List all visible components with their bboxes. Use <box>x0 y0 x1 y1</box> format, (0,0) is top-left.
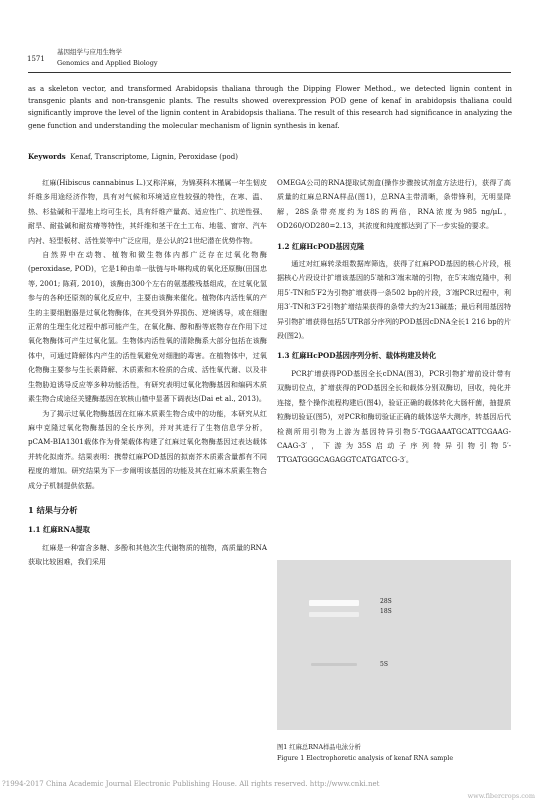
subsection-title: 红麻RNA提取 <box>43 525 90 535</box>
subsection-number: 1.1 <box>28 525 41 535</box>
subsection-number: 1.2 <box>277 241 290 251</box>
section-title: 结果与分析 <box>36 504 78 515</box>
intro-paragraph-1: 红麻(Hibiscus cannabinus L.)又称洋麻，为锦葵科木槿属一年生韧皮纤维多用途经济作物，具有对气候和环境适应性较强的特性，在寒、温、热、杉盐碱和干湿地上均可生长，具有纤维产量高、适应性广、抗逆性强、耐旱、耐盐碱和耐贫瘠等特性，其纤维和茎干在土工布、地毯、窗帘、汽车内衬、轻型板材、活性炭等中广泛应用，是公认的21世纪潜在优势作物。 <box>28 178 267 245</box>
gel-band-28s <box>309 600 359 606</box>
marker-label-5s: 5S <box>380 661 388 668</box>
section-number: 1 <box>28 504 34 515</box>
subsection-heading-1-2 <box>277 240 511 254</box>
page-number: 1571 <box>27 55 45 63</box>
journal-name-cn: 基因组学与应用生物学 <box>57 48 122 56</box>
subsection-heading-1-1 <box>28 523 267 537</box>
gel-band-5s <box>311 663 357 666</box>
header-divider <box>28 72 511 73</box>
subsection-number: 1.3 <box>277 351 290 361</box>
figure-caption <box>277 742 511 764</box>
cnki-site-link[interactable]: http://www.cnki.net <box>309 780 380 788</box>
keywords-text: Kenaf, Transcriptome, Lignin, Peroxidase (pod) <box>70 153 238 161</box>
subsection-title: 红麻HcPOD基因克隆 <box>292 241 365 251</box>
keywords-label: Keywords <box>28 152 66 161</box>
keywords-line <box>28 152 512 161</box>
section-heading-results <box>28 503 267 517</box>
journal-name-en: Genomics and Applied Biology <box>57 59 158 67</box>
figure-caption-en: Figure 1 Electrophoretic analysis of kenaf RNA sample <box>277 755 454 762</box>
marker-label-18s: 18S <box>380 608 392 615</box>
vector-paragraph: PCR扩增获得POD基因全长cDNA(图3)，PCR引物扩增前设计带有双酶切位点，扩增获得的POD基因全长和载体分别双酶切，回收，纯化并连接，整个操作流程构建后(图4)，验证正确的载体转化大肠杆菌，抽提质粒酶切验证(图5)，对PCR和酶切验证正确的载体送华大测序，转基因后代检测所用引物为上游为基因特异引物5′-TGGAAATGCATTCGAAG-CAAG-3′，下游为35S启动子序列特异引物引物5′-TTGATGGGCAGAGGTCATGATCG-3′。 <box>277 368 511 465</box>
intro-paragraph-3: 为了揭示过氧化物酶基因在红麻木质素生物合成中的功能，本研究从红麻中克隆过氧化物酶基因的全长序列，并对其进行了生物信息学分析，pCAM-BIA1301载体作为骨架载体构建了红麻过氧化物酶基因过表达载体并转化拟南芥。结果表明：携带红麻POD基因的拟南芥木质素含量都有不同程度的增加。研究结果为下一步阐明该基因的功能及其在红麻木质素生物合成分子机制提供依据。 <box>28 408 267 490</box>
abstract-text: as a skeleton vector, and transformed Arabidopsis thaliana through the Dipping Flower Method., we detected lignin content in transgenic plants and non-transgenic plants. The results showed overexpression POD gene of kenaf in arabidopsis thaliana could significantly improve the level of the lignin content in Arabidopsis thaliana. The result of this research had significance in analyzing the gene function and understanding the molecular mechanism of lignin synthesis in kenaf. <box>28 85 512 130</box>
gel-band-18s <box>309 612 359 617</box>
cloning-paragraph: 通过对红麻转录组数据库筛选，获得了红麻POD基因的核心片段，根据核心片段设计扩增该基因的5′端和3′端末端的引物，在5′末端克隆中，利用5′-TN和5′F2为引物扩增获得一条502 bp的片段，3′端PCR过程中，利用3′-TN和3′F2引物扩增结果获得的条带大约为213碱基；最后利用基因特异引物扩增获得包括5′UTR部分序列的POD基因cDNA全长1 216 bp的片段(图2)。 <box>277 259 511 341</box>
results-paragraph-1: 红麻是一种富含多糖、多酚和其他次生代谢物质的植物，高质量的RNA获取比较困难，我们采用 <box>28 542 267 567</box>
journal-header <box>57 47 158 69</box>
subsection-title: 红麻HcPOD基因序列分析、载体构建及转化 <box>292 351 437 361</box>
copyright-footer <box>0 780 539 788</box>
figure-caption-cn: 图1 红麻总RNA样品电泳分析 <box>277 744 361 751</box>
watermark-text: www.fibercrops.com <box>467 792 535 800</box>
gel-electrophoresis-image <box>277 560 511 730</box>
subsection-heading-1-3 <box>277 349 511 363</box>
copyright-text: ?1994-2017 China Academic Journal Electronic Publishing House. All rights reserved. <box>2 780 308 788</box>
results-paragraph-continued: OMEGA公司的RNA提取试剂盒(操作步骤按试剂盒方法进行)，获得了高质量的红麻总RNA样品(图1)，总RNA主带清晰，条带锋利，无明显降解，28S条带亮度约为18S的两倍，RNA浓度为985 ng/μL，OD260/OD280=2.13，其浓度和纯度都达到了下一步实验的要求。 <box>277 178 511 231</box>
intro-paragraph-2: 自然界中在动物、植物和微生物体内都广泛存在过氧化物酶(peroxidase, POD)，它是1种由单一肽链与卟啉构成的氧化还原酶(田国忠等, 2001; 陈莉, 2010)，该酶由300个左右的氨基酸残基组成，在过氧化氢参与的各种还原剂的氧化反应中，主要由该酶来催化。植物体内活性氧的产生的主要细胞器是过氧化物酶体，在其受到外界损伤、逆境诱导，或在细胞正常的生理生化过程中都可能产生，在氧化酶、醇和酚等底物存在作用下过氧化物酶体可产生过氧化氢。生物体内活性氧的清除酶系大部分包括在该酶体中，可通过降解体内产生的活性氧避免对细胞的毒害。在植物体中，过氧化物酶主要参与生长素降解、木质素和木栓质的合成、活性氧代谢、以及非生物胁迫诱导反应等多种功能活性，有研究表明过氧化物酶基因和编码木质素生物合成途径关键酶基因在软核山楂中显著下调表达(Dai et al., 2013)。 <box>28 250 267 404</box>
marker-label-28s: 28S <box>380 598 392 605</box>
right-column <box>277 176 511 468</box>
left-column <box>28 176 267 570</box>
